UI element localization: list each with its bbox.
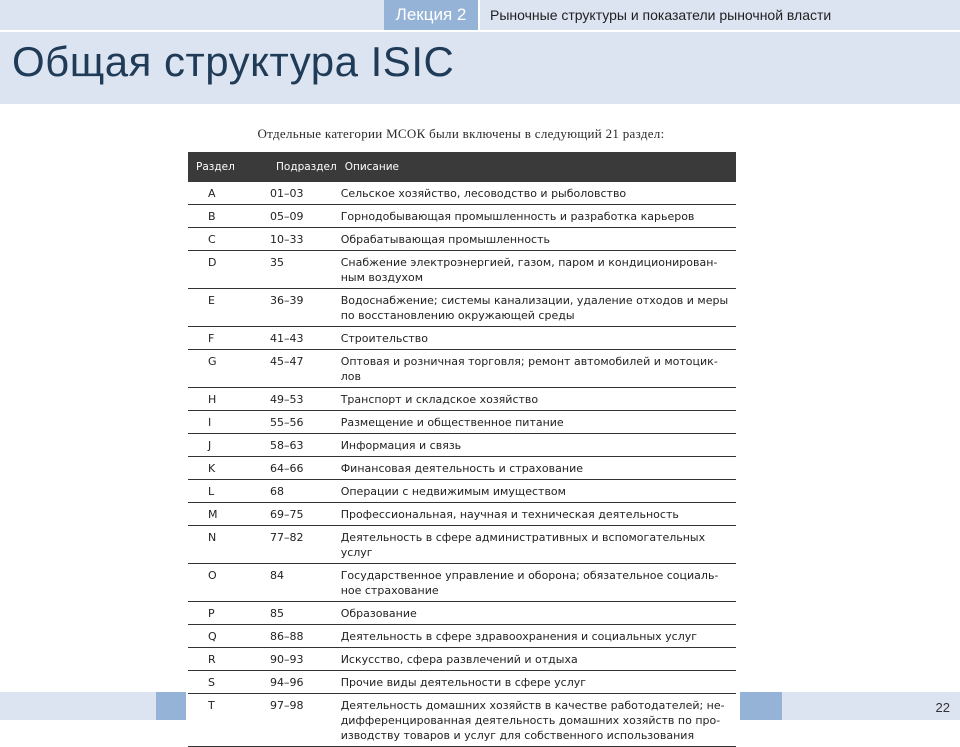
cell-description: Искусство, сфера развлечений и отдыха [337, 648, 736, 671]
table-row [188, 503, 736, 526]
slide-title: Общая структура ISIC [12, 38, 455, 85]
cell-section: M [188, 503, 268, 526]
cell-section: D [188, 251, 268, 289]
table-row [188, 602, 736, 625]
cell-description: Информация и связь [337, 434, 736, 457]
cell-section: S [188, 671, 268, 694]
cell-description: Строительство [337, 327, 736, 350]
cell-subsection: 97–98 [268, 694, 337, 747]
cell-subsection: 10–33 [268, 228, 337, 251]
cell-section: F [188, 327, 268, 350]
cell-subsection: 36–39 [268, 289, 337, 327]
cell-subsection: 35 [268, 251, 337, 289]
table-row [188, 205, 736, 228]
cell-description: Прочие виды деятельности в сфере услуг [337, 671, 736, 694]
cell-section: I [188, 411, 268, 434]
cell-section: H [188, 388, 268, 411]
cell-section: R [188, 648, 268, 671]
cell-description: Государственное управление и оборона; обязательное социаль-ное страхование [337, 564, 736, 602]
cell-subsection: 69–75 [268, 503, 337, 526]
table-row [188, 648, 736, 671]
cell-section: P [188, 602, 268, 625]
table-row [188, 434, 736, 457]
cell-section: G [188, 350, 268, 388]
table-row [188, 526, 736, 564]
page-number: 22 [935, 700, 950, 715]
cell-description: Снабжение электроэнергией, газом, паром и кондиционирован-ным воздухом [337, 251, 736, 289]
cell-subsection: 94–96 [268, 671, 337, 694]
table-row [188, 327, 736, 350]
cell-subsection: 90–93 [268, 648, 337, 671]
cell-description: Оптовая и розничная торговля; ремонт автомобилей и мотоцик-лов [337, 350, 736, 388]
cell-description: Обрабатывающая промышленность [337, 228, 736, 251]
cell-section: E [188, 289, 268, 327]
cell-section: C [188, 228, 268, 251]
cell-description: Водоснабжение; системы канализации, удаление отходов и меры по восстановлению окружающей среды [337, 289, 736, 327]
cell-section: J [188, 434, 268, 457]
cell-section: K [188, 457, 268, 480]
cell-section: Q [188, 625, 268, 648]
table-row [188, 480, 736, 503]
cell-description: Деятельность в сфере административных и вспомогательных услуг [337, 526, 736, 564]
cell-subsection: 84 [268, 564, 337, 602]
table-header-row [188, 152, 736, 182]
cell-subsection: 45–47 [268, 350, 337, 388]
cell-description: Размещение и общественное питание [337, 411, 736, 434]
cell-section: L [188, 480, 268, 503]
isic-table [188, 152, 736, 747]
cell-section: N [188, 526, 268, 564]
cell-description: Горнодобывающая промышленность и разработка карьеров [337, 205, 736, 228]
lecture-topic: Рыночные структуры и показатели рыночной власти [480, 0, 960, 30]
cell-subsection: 41–43 [268, 327, 337, 350]
cell-subsection: 85 [268, 602, 337, 625]
table-row [188, 694, 736, 747]
table-row [188, 228, 736, 251]
cell-subsection: 58–63 [268, 434, 337, 457]
cell-section: O [188, 564, 268, 602]
table-caption: Отдельные категории МСОК были включены в следующий 21 раздел: [257, 126, 665, 141]
footer-bar-left [0, 692, 156, 720]
cell-description: Сельское хозяйство, лесоводство и рыболовство [337, 182, 736, 205]
cell-section: T [188, 694, 268, 747]
cell-subsection: 86–88 [268, 625, 337, 648]
table-row [188, 182, 736, 205]
cell-subsection: 68 [268, 480, 337, 503]
table-row [188, 350, 736, 388]
cell-description: Деятельность домашних хозяйств в качестве работодателей; не-дифференцированная деятельность домашних хозяйств по про-изводству товаров и услуг для собственного использования [337, 694, 736, 747]
footer-accent-right [740, 692, 782, 720]
footer-bar-right [782, 692, 960, 720]
table-row [188, 388, 736, 411]
isic-table-image [183, 118, 739, 742]
cell-section: A [188, 182, 268, 205]
cell-subsection: 77–82 [268, 526, 337, 564]
table-row [188, 457, 736, 480]
column-header-subsection: Подраздел [268, 152, 337, 182]
cell-subsection: 01–03 [268, 182, 337, 205]
column-header-section: Раздел [188, 152, 268, 182]
table-row [188, 564, 736, 602]
cell-description: Операции с недвижимым имуществом [337, 480, 736, 503]
table-row [188, 625, 736, 648]
lecture-label: Лекция 2 [384, 0, 478, 30]
cell-description: Финансовая деятельность и страхование [337, 457, 736, 480]
cell-description: Транспорт и складское хозяйство [337, 388, 736, 411]
cell-description: Деятельность в сфере здравоохранения и социальных услуг [337, 625, 736, 648]
cell-section: B [188, 205, 268, 228]
table-row [188, 251, 736, 289]
cell-description: Профессиональная, научная и техническая деятельность [337, 503, 736, 526]
cell-description: Образование [337, 602, 736, 625]
table-row [188, 289, 736, 327]
cell-subsection: 64–66 [268, 457, 337, 480]
footer-accent-left [156, 692, 186, 720]
cell-subsection: 55–56 [268, 411, 337, 434]
column-header-description: Описание [337, 152, 736, 182]
cell-subsection: 05–09 [268, 205, 337, 228]
table-row [188, 671, 736, 694]
cell-subsection: 49–53 [268, 388, 337, 411]
table-row [188, 411, 736, 434]
